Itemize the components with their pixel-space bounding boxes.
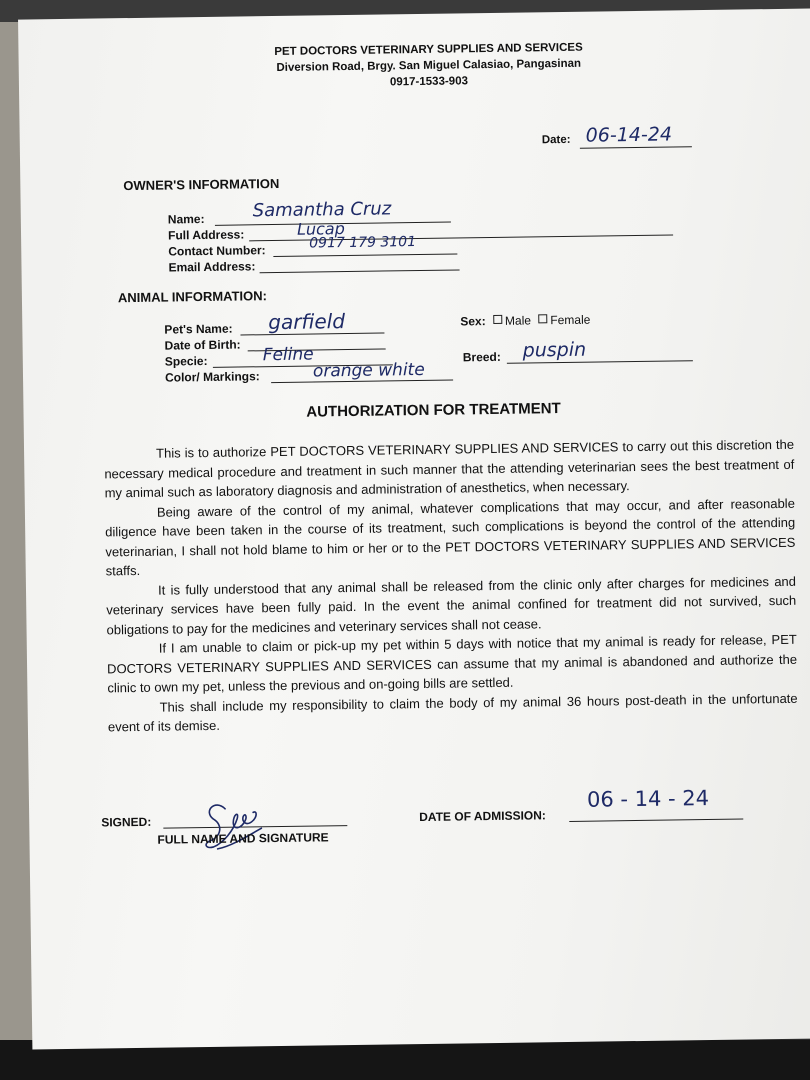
breed-value: puspin [522, 338, 587, 362]
sex-female-checkbox[interactable] [538, 314, 547, 323]
sex-label: Sex: [460, 314, 486, 329]
owner-name-value: Samantha Cruz [252, 198, 392, 222]
color-value: orange white [312, 359, 425, 382]
owner-contact-label: Contact Number: [168, 243, 266, 259]
pet-name-value: garfield [268, 309, 346, 335]
sex-field [460, 313, 590, 329]
signed-label: SIGNED: [101, 814, 152, 830]
dob-label: Date of Birth: [164, 337, 241, 353]
sex-male-checkbox[interactable] [493, 315, 502, 324]
date-label: Date: [541, 133, 571, 147]
auth-paragraph-5: This shall include my responsibility to claim the body of my animal 36 hours post-death in the unfortunate event of its demise. [107, 690, 798, 735]
authorization-title: AUTHORIZATION FOR TREATMENT [306, 400, 561, 421]
specie-label: Specie: [164, 353, 208, 369]
specie-value: Feline [262, 344, 314, 366]
owner-email-label: Email Address: [168, 259, 256, 275]
signature-caption: FULL NAME AND SIGNATURE [157, 830, 329, 847]
form-sheet [18, 8, 810, 1049]
authorization-body [104, 435, 798, 737]
owner-address-value: Lucap [296, 219, 345, 239]
owner-contact-value: 0917 179 3101 [309, 234, 417, 252]
breed-label: Breed: [462, 349, 501, 365]
animal-section-title: ANIMAL INFORMATION: [117, 288, 268, 306]
owner-email-line [260, 269, 460, 273]
business-address: Diversion Road, Brgy. San Miguel Calasiao, Pangasinan [276, 57, 582, 74]
owner-name-label: Name: [167, 212, 205, 227]
business-phone: 0917-1533-903 [389, 75, 469, 89]
auth-paragraph-1: This is to authorize PET DOCTORS VETERINARY SUPPLIES AND SERVICES to carry out this discretion the necessary medical procedure and treatment in such manner that the attending veterinarian sees the best treatment of my animal such as laboratory diagnosis and administration of anesthetics, when necessary. [104, 436, 795, 501]
color-label: Color/ Markings: [164, 369, 260, 385]
business-name: PET DOCTORS VETERINARY SUPPLIES AND SERVICES [274, 41, 583, 59]
date-value: 06-14-24 [585, 123, 673, 147]
owner-section-title: OWNER'S INFORMATION [123, 175, 280, 194]
date-line [580, 146, 692, 149]
admission-date-line [569, 819, 743, 822]
auth-paragraph-2: Being aware of the control of my animal, whatever complications that may occur, and after reasonable diligence have been taken in the course of its treatment, such complications is beyond the control of the attending veterinarian, I shall not hold blame to him or her or to the PET DOCTORS VETERINARY SUPPLIES AND SERVICES staffs. [105, 495, 796, 579]
admission-date-value: 06 - 14 - 24 [586, 786, 710, 812]
owner-address-label: Full Address: [167, 227, 245, 243]
sex-female-label: Female [550, 312, 591, 328]
auth-paragraph-4: If I am unable to claim or pick-up my pet within 5 days with notice that my animal is ready for release, PET DOCTORS VETERINARY SUPPLIES AND SERVICES can assume that my animal is abandoned and authorize the clinic to own my pet, unless the previous and on-going bills are settled. [107, 631, 798, 696]
owner-contact-line [273, 253, 457, 257]
admission-date-label: DATE OF ADMISSION: [419, 808, 546, 825]
sex-male-label: Male [504, 313, 532, 328]
auth-paragraph-3: It is fully understood that any animal shall be released from the clinic only after charges for medicines and veterinary services have been fully paid. In the event the animal confined for treatment did not survived, such obligations to pay for the medicines and veterinary services shall not cease. [106, 573, 797, 637]
pet-name-label: Pet's Name: [164, 321, 233, 337]
